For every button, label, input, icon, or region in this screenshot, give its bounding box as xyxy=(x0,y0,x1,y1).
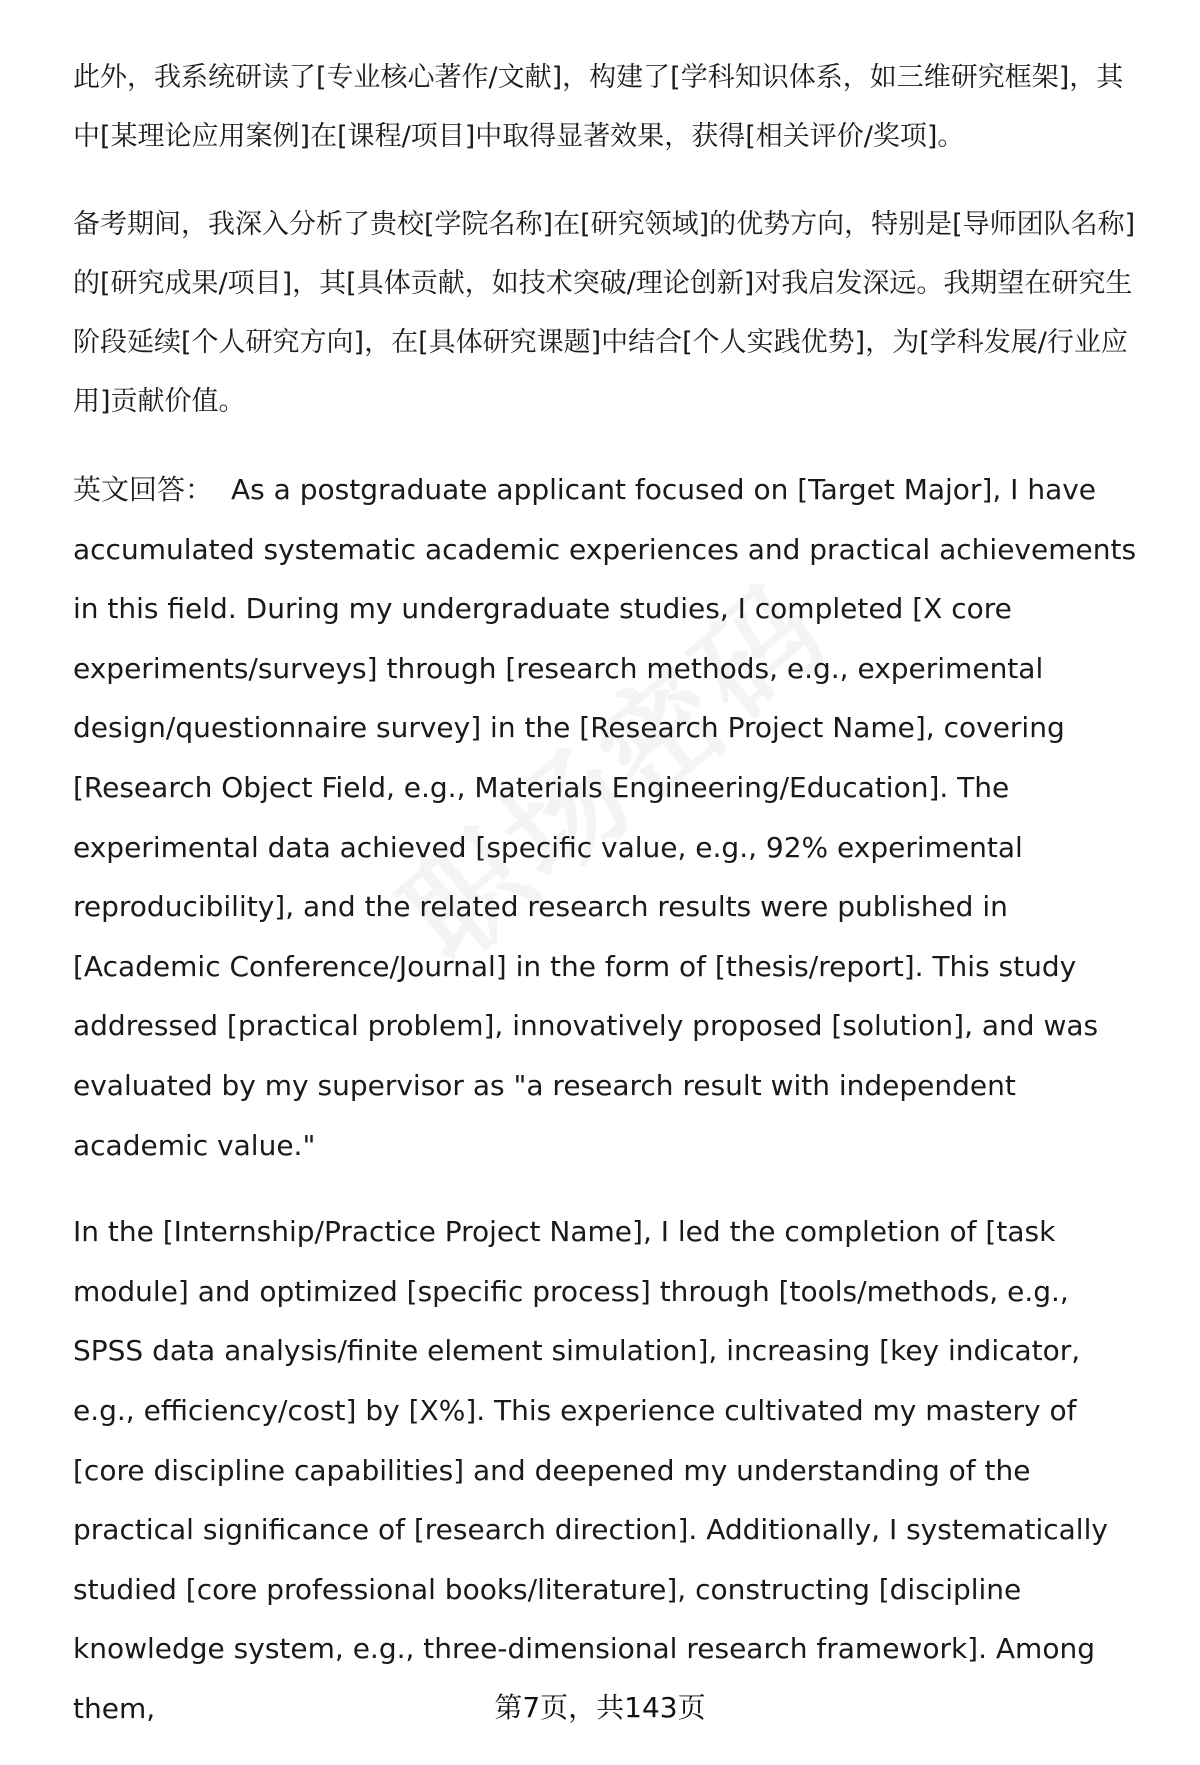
english-answer-text: As a postgraduate applicant focused on [Target Major], I have accumulated systematic academic experiences and practical achievements in this field. During my undergraduate studies, I completed [X core experiments/surveys] through [research methods, e.g., experimental design/questionnaire survey] in the [Research Project Name], covering [Research Object Field, e.g., Materials Engineering/Education]. The experimental data achieved [specific value, e.g., 92% experimental reproducibility], and the related research results were published in [Academic Conference/Journal] in the form of [thesis/report]. This study addressed [practical problem], innovatively proposed [solution], and was evaluated by my supervisor as "a research result with independent academic value." xyxy=(73,473,1137,1162)
english-answer-label: 英文回答： xyxy=(73,473,214,506)
paragraph-english-2: In the [Internship/Practice Project Name], I led the completion of [task module] and optimized [specific process] through [tools/methods, e.g., SPSS data analysis/finite element simulation], increasing [key indicator, e.g., efficiency/cost] by [X%]. This experience cultivated my mastery of [core discipline capabilities] and deepened my understanding of the practical significance of [research direction]. Additionally, I systematically studied [core professional books/literature], constructing [discipline knowledge system, e.g., three-dimensional research framework]. Among them, xyxy=(73,1215,1108,1725)
page-number: 第7页，共143页 xyxy=(494,1691,706,1724)
document-body xyxy=(73,48,1141,1765)
paragraph-chinese-2: 备考期间，我深入分析了贵校[学院名称]在[研究领域]的优势方向，特别是[导师团队名称]的[研究成果/项目]，其[具体贡献，如技术突破/理论创新]对我启发深远。我期望在研究生阶段延续[个人研究方向]，在[具体研究课题]中结合[个人实践优势]，为[学科发展/行业应用]贡献价值。 xyxy=(73,209,1136,417)
paragraph-english-answer xyxy=(73,460,1141,1175)
paragraph-chinese-1: 此外，我系统研读了[专业核心著作/文献]，构建了[学科知识体系，如三维研究框架]，其中[某理论应用案例]在[课程/项目]中取得显著效果，获得[相关评价/奖项]。 xyxy=(73,62,1124,152)
